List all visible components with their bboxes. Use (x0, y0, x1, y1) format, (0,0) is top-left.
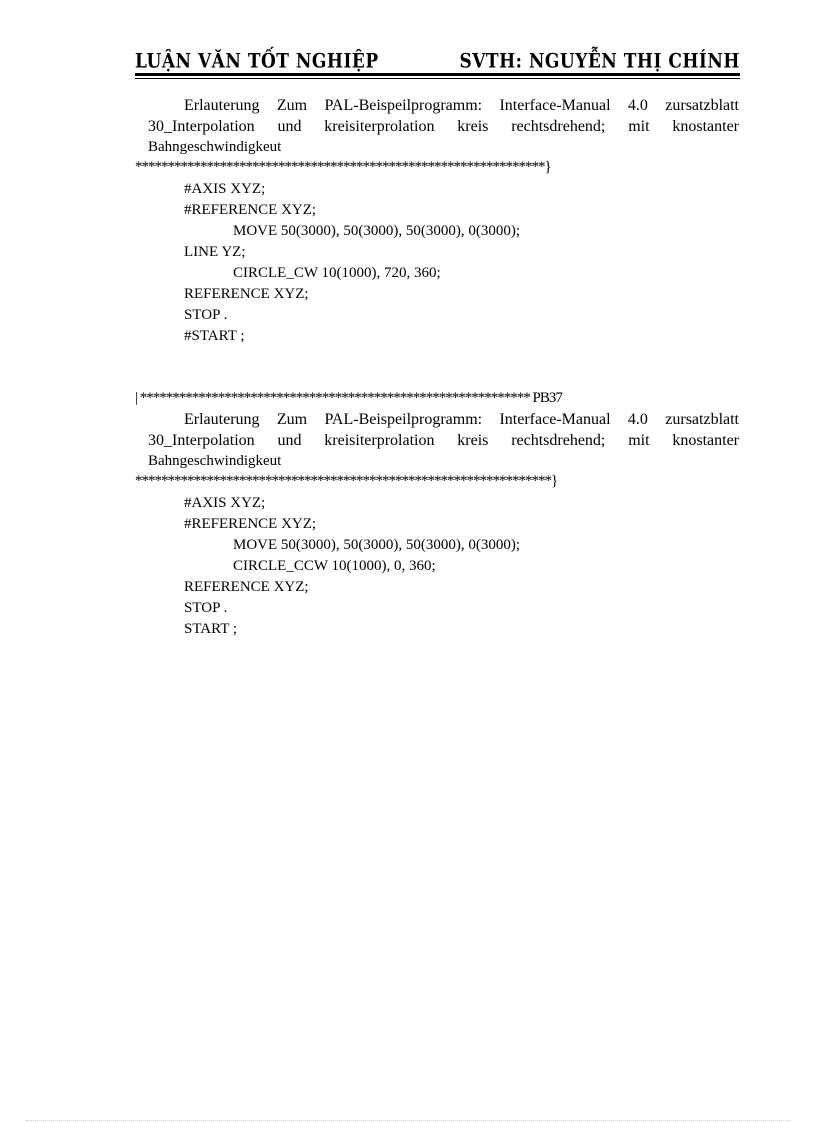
code-line: #REFERENCE XYZ; (184, 202, 317, 218)
code-line: #START ; (184, 328, 245, 344)
section2-star-separator-top: | ************************************************************ PB37 (135, 390, 562, 406)
code-line: STOP . (184, 600, 228, 616)
section2-description-line3: Bahngeschwindigkeut (148, 453, 282, 469)
code-line: CIRCLE_CCW 10(1000), 0, 360; (233, 558, 436, 574)
code-line: REFERENCE XYZ; (184, 579, 309, 595)
code-line: START ; (184, 621, 238, 637)
code-line: #AXIS XYZ; (184, 181, 266, 197)
code-line: MOVE 50(3000), 50(3000), 50(3000), 0(3000); (233, 223, 521, 239)
header-thesis-title: LUẬN VĂN TỐT NGHIỆP (135, 50, 379, 73)
section1-description-line1: Erlauterung Zum PAL-Beispeilprogramm: Interface-Manual 4.0 zursatzblatt (184, 97, 739, 114)
header-student-name: SVTH: NGUYỄN THỊ CHÍNH (459, 50, 740, 73)
code-line: #AXIS XYZ; (184, 495, 266, 511)
section1-description-line2: 30_Interpolation und kreisiterprolation kreis rechtsdrehend; mit knostanter (148, 118, 739, 135)
code-line: MOVE 50(3000), 50(3000), 50(3000), 0(3000); (233, 537, 521, 553)
page-bottom-border (26, 1120, 790, 1121)
code-line: #REFERENCE XYZ; (184, 516, 317, 532)
section1-star-separator: ***************************************************************} (135, 159, 551, 175)
code-line: REFERENCE XYZ; (184, 286, 309, 302)
section2-description-line2: 30_Interpolation und kreisiterprolation kreis rechtsdrehend; mit knostanter (148, 432, 739, 449)
section2-star-separator: ****************************************************************} (135, 473, 558, 489)
section1-description-line3: Bahngeschwindigkeut (148, 139, 282, 155)
section2-description-line1: Erlauterung Zum PAL-Beispeilprogramm: Interface-Manual 4.0 zursatzblatt (184, 411, 739, 428)
page-header (135, 50, 740, 72)
header-rule-thin (135, 78, 740, 79)
code-line: CIRCLE_CW 10(1000), 720, 360; (233, 265, 441, 281)
header-rule-thick (135, 73, 740, 76)
code-line: STOP . (184, 307, 228, 323)
code-line: LINE YZ; (184, 244, 246, 260)
